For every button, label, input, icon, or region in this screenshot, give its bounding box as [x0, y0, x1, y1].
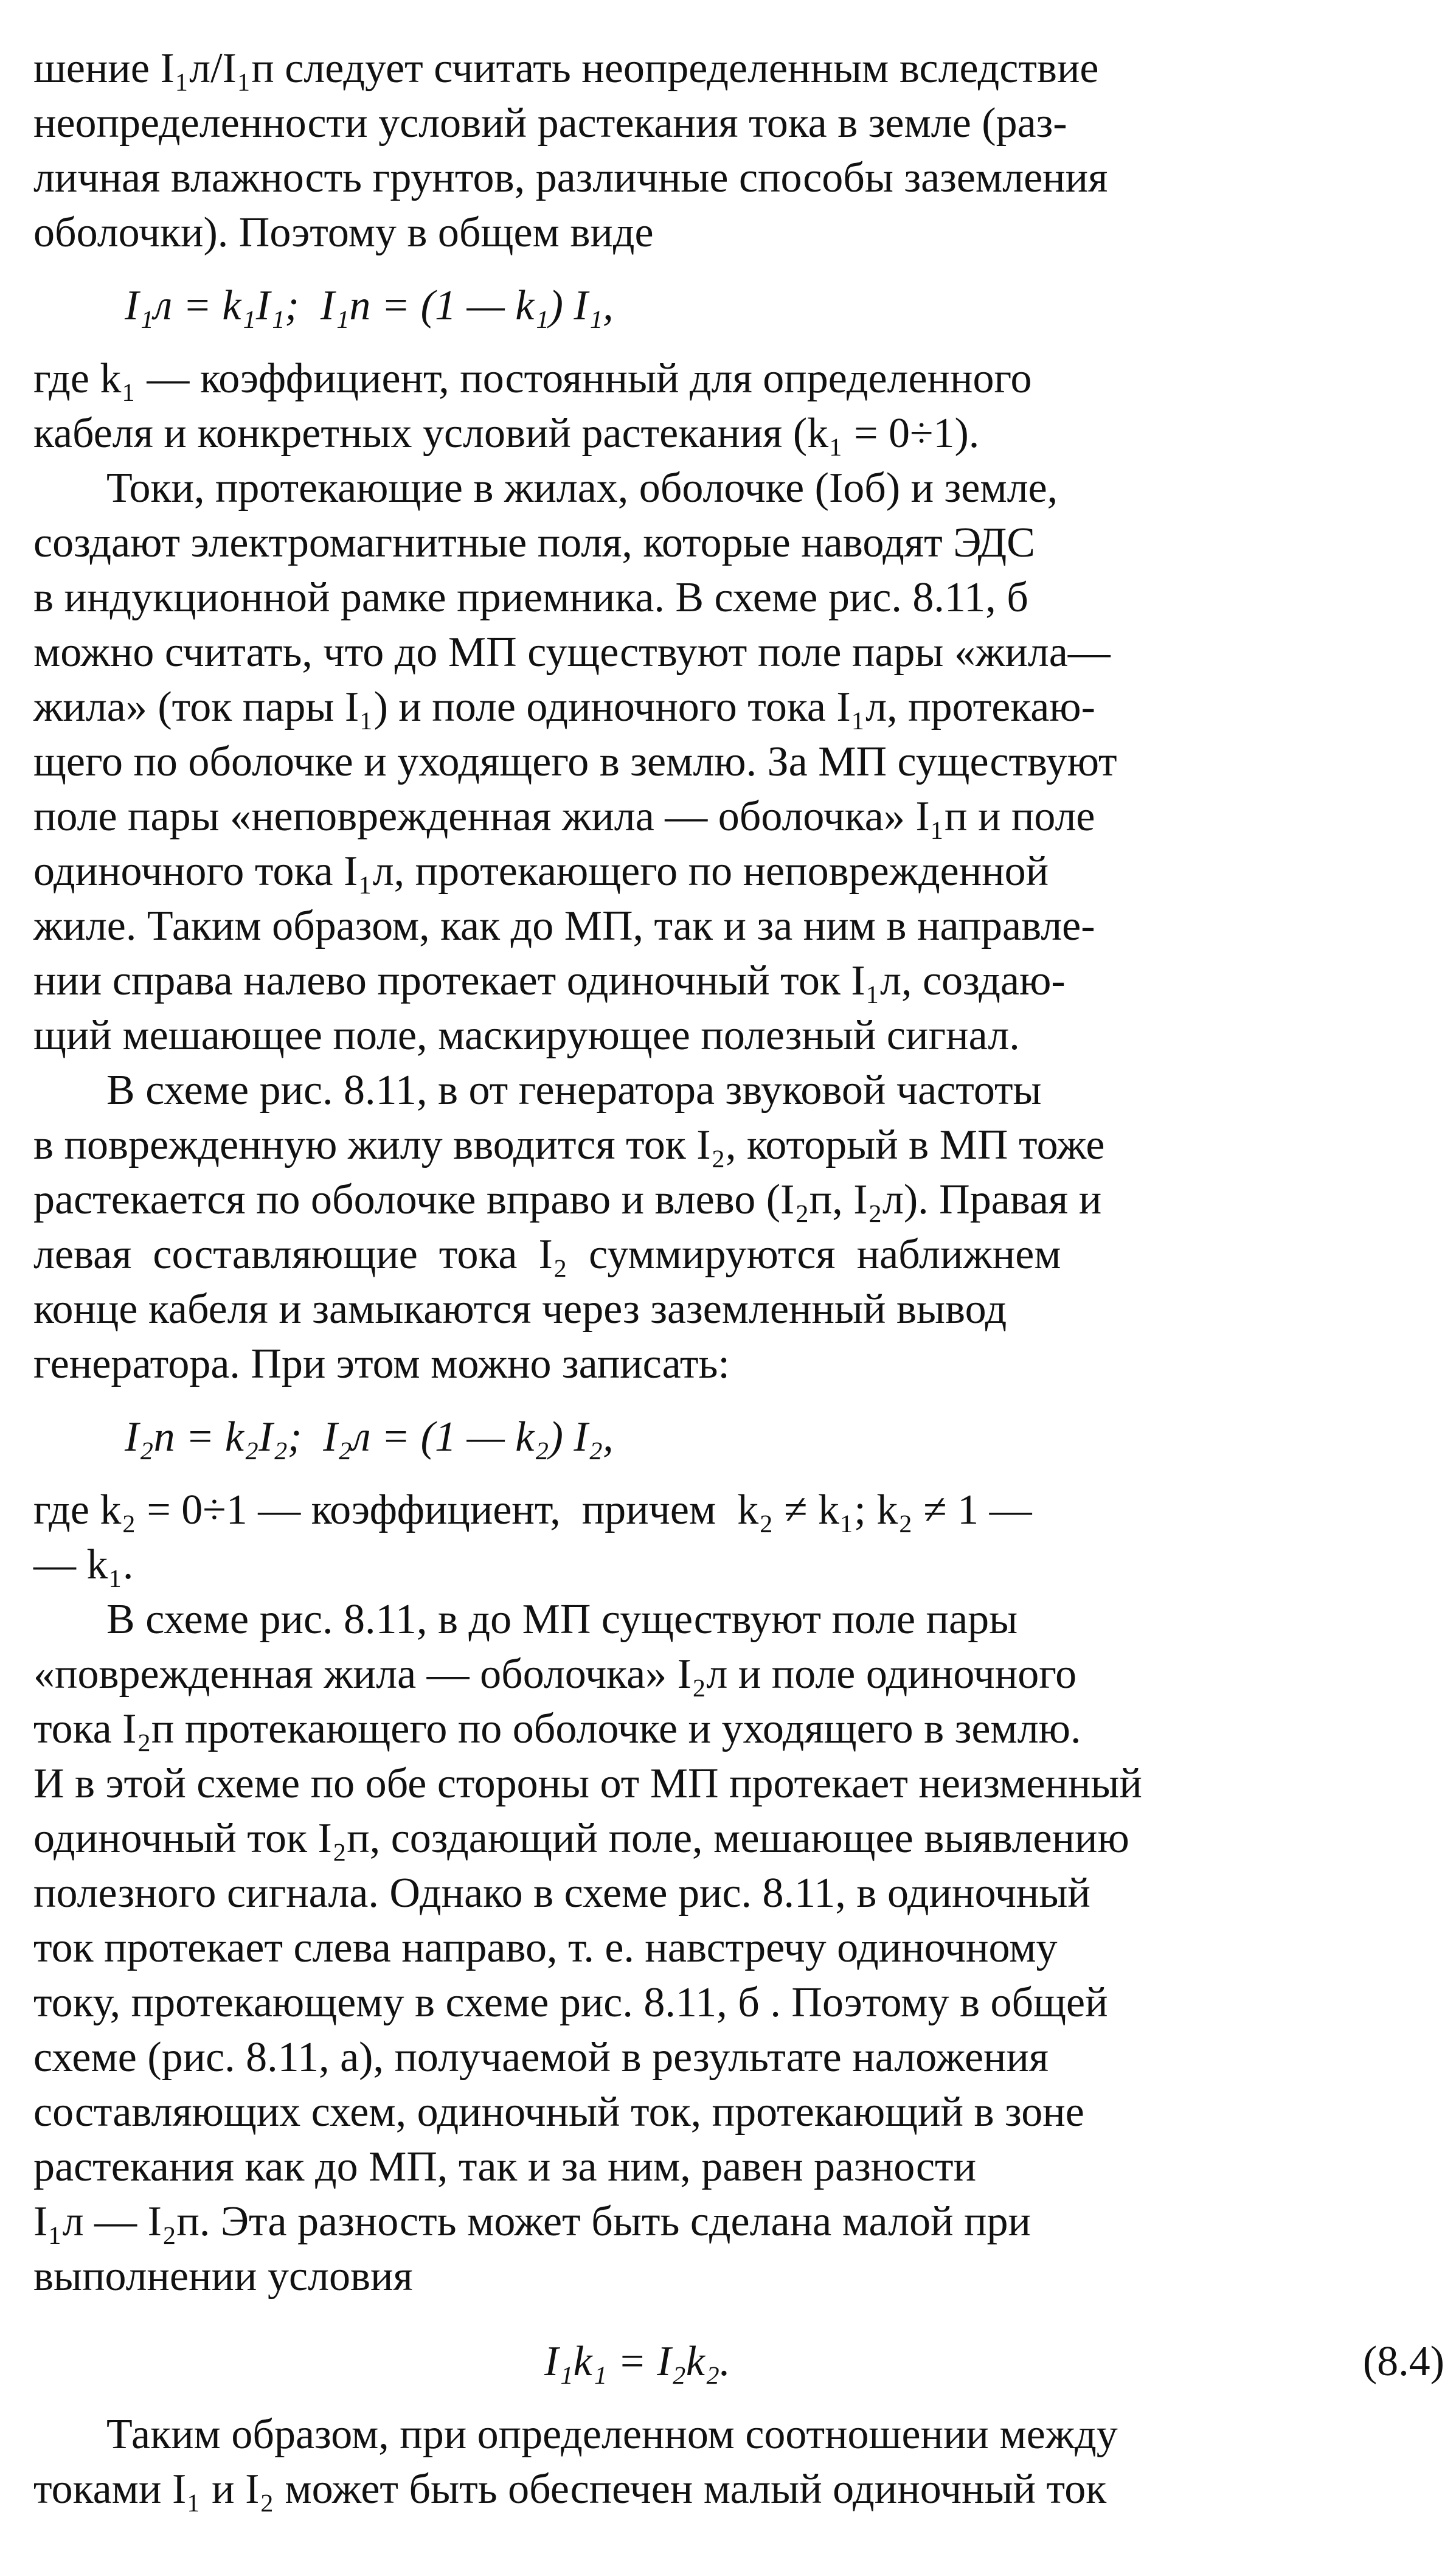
text-line: одиночного тока I₁л, протекающего по неповрежденной [33, 848, 1049, 895]
text-line: I₁л — I₂п. Эта разность может быть сделана малой при [33, 2198, 1031, 2245]
text-line: создают электромагнитные поля, которые наводят ЭДС [33, 519, 1035, 566]
text-line: можно считать, что до МП существуют поле пары «жила— [33, 629, 1111, 676]
text-line: поле пары «неповрежденная жила — оболочка» I₁п и поле [33, 793, 1095, 840]
text-line: генератора. При этом можно записать: [33, 1341, 730, 1387]
formula-line: I₁л = k₁I₁; I₁п = (1 — k₁) I₁, [125, 282, 614, 329]
text-line: растекается по оболочке вправо и влево (I₂п, I₂л). Правая и [33, 1176, 1102, 1223]
text-line: — k₁. [33, 1541, 134, 1588]
text-line: И в этой схеме по обе стороны от МП протекает неизменный [33, 1760, 1142, 1807]
equation: I₁k₁ = I₂k₂. [544, 2338, 730, 2385]
text-line: току, протекающему в схеме рис. 8.11, б . Поэтому в общей [33, 1979, 1108, 2026]
text-line: выполнении условия [33, 2253, 413, 2300]
text-line: одиночный ток I₂п, создающий поле, мешающее выявлению [33, 1815, 1129, 1862]
text-line: в индукционной рамке приемника. В схеме рис. 8.11, б [33, 574, 1028, 621]
text-line: где k₁ — коэффициент, постоянный для определенного [33, 355, 1032, 402]
text-line: составляющих схем, одиночный ток, протекающий в зоне [33, 2089, 1084, 2136]
text-line: токами I₁ и I₂ может быть обеспечен малый одиночный ток [33, 2466, 1107, 2513]
equation-number: (8.4) [1362, 2338, 1444, 2385]
text-line: кабеля и конкретных условий растекания (k₁ = 0÷1). [33, 410, 980, 457]
text-line: щий мешающее поле, маскирующее полезный сигнал. [33, 1012, 1020, 1059]
text-line: конце кабеля и замыкаются через заземленный вывод [33, 1286, 1007, 1333]
text-line: ток протекает слева направо, т. е. навстречу одиночному [33, 1924, 1058, 1971]
text-line: «поврежденная жила — оболочка» I₂л и поле одиночного [33, 1651, 1077, 1698]
text-line: неопределенности условий растекания тока в земле (раз- [33, 100, 1067, 147]
text-line: схеме (рис. 8.11, а), получаемой в результате наложения [33, 2034, 1049, 2081]
paragraph-start: Таким образом, при определенном соотношении между [106, 2411, 1118, 2458]
text-line: личная влажность грунтов, различные способы заземления [33, 154, 1108, 201]
text-line: тока I₂п протекающего по оболочке и уходящего в землю. [33, 1706, 1081, 1752]
text-line: в поврежденную жилу вводится ток I₂, который в МП тоже [33, 1122, 1105, 1168]
paragraph-start: В схеме рис. 8.11, в до МП существуют поле пары [106, 1596, 1018, 1643]
text-line: жила» (ток пары I₁) и поле одиночного тока I₁л, протекаю- [33, 684, 1095, 730]
paragraph-start: В схеме рис. 8.11, в от генератора звуковой частоты [106, 1067, 1042, 1114]
text-line: шение I₁л/I₁п следует считать неопределенным вследствие [33, 45, 1099, 92]
text-line: растекания как до МП, так и за ним, равен разности [33, 2143, 977, 2190]
text-line: нии справа налево протекает одиночный ток I₁л, создаю- [33, 957, 1066, 1004]
formula-line: I₂п = k₂I₂; I₂л = (1 — k₂) I₂, [125, 1414, 614, 1460]
text-line: где k₂ = 0÷1 — коэффициент, причем k₂ ≠ k₁; k₂ ≠ 1 — [33, 1487, 1032, 1533]
text-line: полезного сигнала. Однако в схеме рис. 8.11, в одиночный [33, 1870, 1090, 1917]
text-line: щего по оболочке и уходящего в землю. За МП существуют [33, 738, 1117, 785]
paragraph-start: Токи, протекающие в жилах, оболочке (Iоб) и земле, [106, 465, 1058, 512]
text-line: левая составляющие тока I₂ суммируются наближнем [33, 1231, 1061, 1278]
text-line: жиле. Таким образом, как до МП, так и за ним в направле- [33, 903, 1095, 949]
text-line: оболочки). Поэтому в общем виде [33, 209, 654, 256]
